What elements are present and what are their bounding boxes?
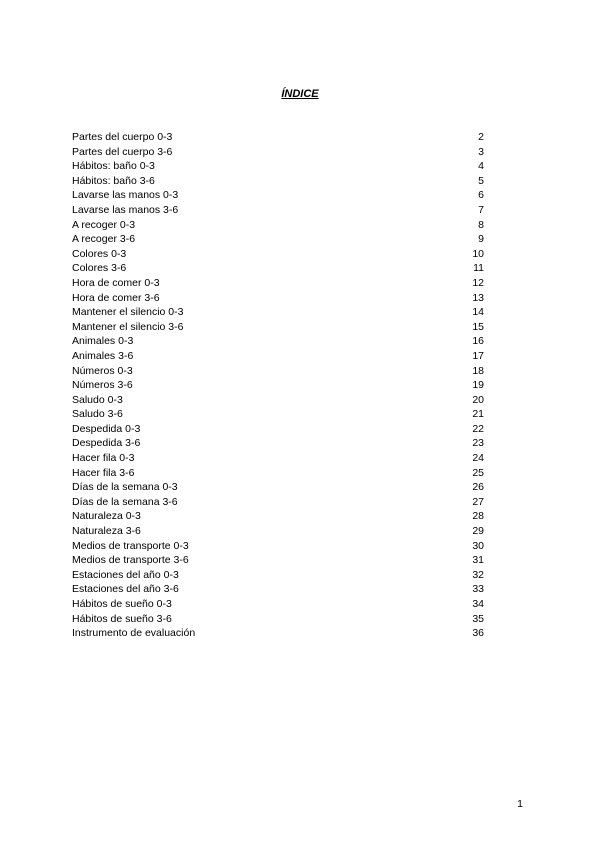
page-number: 1: [517, 798, 523, 810]
toc-entry-label: Días de la semana 0-3: [72, 481, 178, 494]
toc-entry-page: 13: [472, 291, 484, 304]
toc-entry-label: A recoger 0-3: [72, 218, 136, 231]
toc-entry-label: Hora de comer 3-6: [72, 291, 160, 304]
toc-entry-page: 24: [472, 452, 484, 465]
toc-entry: [72, 393, 484, 408]
toc-entry-page: 7: [478, 203, 484, 216]
toc-entry: [72, 436, 484, 451]
toc-entry-label: Números 3-6: [72, 379, 133, 392]
toc-entry-page: 29: [472, 525, 484, 538]
toc-entry-label: Medios de transporte 0-3: [72, 539, 189, 552]
toc-entry-label: Saludo 3-6: [72, 408, 123, 421]
toc-entry: [72, 276, 484, 291]
toc-entry-page: 35: [472, 612, 484, 625]
toc-entry-label: Lavarse las manos 3-6: [72, 203, 179, 216]
toc-entry-label: Hacer fila 0-3: [72, 452, 135, 465]
toc-entry-page: 20: [472, 393, 484, 406]
toc-entry-label: Hora de comer 0-3: [72, 276, 160, 289]
toc-entry-label: Estaciones del año 3-6: [72, 583, 179, 596]
toc-entry-label: Despedida 3-6: [72, 437, 141, 450]
toc-entry-label: Días de la semana 3-6: [72, 495, 178, 508]
toc-entry-label: Colores 0-3: [72, 247, 127, 260]
toc-entry-page: 22: [472, 422, 484, 435]
toc-entry-page: 31: [472, 554, 484, 567]
toc-entry-label: Colores 3-6: [72, 262, 127, 275]
toc-entry-label: Hacer fila 3-6: [72, 466, 135, 479]
toc-entry-page: 11: [473, 262, 484, 275]
toc-entry-label: Hábitos: baño 0-3: [72, 160, 155, 173]
toc-entry-label: Hábitos: baño 3-6: [72, 174, 155, 187]
toc-entry-page: 12: [472, 276, 484, 289]
toc-entry-label: Instrumento de evaluación: [72, 627, 196, 640]
toc-entry-label: Despedida 0-3: [72, 422, 141, 435]
toc-entry-label: A recoger 3-6: [72, 233, 136, 246]
toc-entry: [72, 218, 484, 233]
toc-entry-page: 18: [472, 364, 484, 377]
toc-entry: [72, 232, 484, 247]
toc-entry: [72, 495, 484, 510]
toc-entry-page: 21: [472, 408, 484, 421]
toc-entry-label: Animales 3-6: [72, 349, 134, 362]
toc-entry: [72, 188, 484, 203]
toc-entry-label: Hábitos de sueño 3-6: [72, 612, 172, 625]
toc-entry: [72, 626, 484, 641]
toc-entry: [72, 568, 484, 583]
toc-entry: [72, 320, 484, 335]
toc-entry-page: 4: [478, 160, 484, 173]
toc-entry-label: Lavarse las manos 0-3: [72, 189, 179, 202]
toc-entry-page: 5: [478, 174, 484, 187]
page-title: ÍNDICE: [281, 88, 319, 100]
toc-entry: [72, 247, 484, 262]
toc-entry-page: 25: [472, 466, 484, 479]
toc-entry-label: Partes del cuerpo 3-6: [72, 145, 173, 158]
toc-entry-page: 14: [472, 306, 484, 319]
toc-entry-page: 8: [478, 218, 484, 231]
toc-entry: [72, 349, 484, 364]
toc-entry: [72, 612, 484, 627]
toc-entry: [72, 480, 484, 495]
toc-entry-label: Mantener el silencio 3-6: [72, 320, 184, 333]
table-of-contents: [72, 130, 484, 641]
toc-entry-label: Mantener el silencio 0-3: [72, 306, 184, 319]
toc-entry: [72, 597, 484, 612]
toc-entry: [72, 553, 484, 568]
toc-entry-page: 36: [472, 627, 484, 640]
toc-entry: [72, 378, 484, 393]
toc-entry: [72, 305, 484, 320]
toc-entry: [72, 261, 484, 276]
toc-entry-page: 23: [472, 437, 484, 450]
toc-entry: [72, 203, 484, 218]
toc-entry: [72, 364, 484, 379]
toc-entry-page: 27: [472, 495, 484, 508]
toc-entry-page: 15: [472, 320, 484, 333]
toc-entry-page: 19: [472, 379, 484, 392]
toc-entry: [72, 174, 484, 189]
toc-entry-page: 10: [472, 247, 484, 260]
toc-entry: [72, 130, 484, 145]
toc-entry-page: 9: [478, 233, 484, 246]
toc-entry: [72, 582, 484, 597]
toc-entry-label: Naturaleza 3-6: [72, 525, 141, 538]
toc-entry: [72, 524, 484, 539]
toc-entry: [72, 291, 484, 306]
toc-entry-page: 33: [472, 583, 484, 596]
toc-entry: [72, 451, 484, 466]
toc-entry: [72, 466, 484, 481]
toc-entry-page: 3: [478, 145, 484, 158]
toc-entry: [72, 422, 484, 437]
toc-entry-page: 16: [472, 335, 484, 348]
toc-entry-page: 30: [472, 539, 484, 552]
toc-entry-label: Naturaleza 0-3: [72, 510, 141, 523]
toc-entry-label: Saludo 0-3: [72, 393, 123, 406]
toc-entry-page: 26: [472, 481, 484, 494]
toc-entry-page: 34: [472, 598, 484, 610]
toc-entry: [72, 159, 484, 174]
toc-entry-page: 6: [478, 189, 484, 202]
toc-entry-page: 17: [472, 349, 484, 362]
toc-entry: [72, 407, 484, 422]
toc-entry-label: Números 0-3: [72, 364, 133, 377]
toc-entry: [72, 334, 484, 349]
toc-entry-label: Hábitos de sueño 0-3: [72, 598, 172, 610]
toc-entry: [72, 509, 484, 524]
toc-entry-page: 2: [478, 131, 484, 143]
toc-entry-page: 28: [472, 510, 484, 523]
toc-entry: [72, 145, 484, 160]
toc-entry-label: Estaciones del año 0-3: [72, 568, 179, 581]
toc-entry-label: Medios de transporte 3-6: [72, 554, 189, 567]
toc-entry-label: Animales 0-3: [72, 335, 134, 348]
toc-entry-page: 32: [472, 568, 484, 581]
toc-entry: [72, 539, 484, 554]
toc-entry-label: Partes del cuerpo 0-3: [72, 131, 173, 143]
